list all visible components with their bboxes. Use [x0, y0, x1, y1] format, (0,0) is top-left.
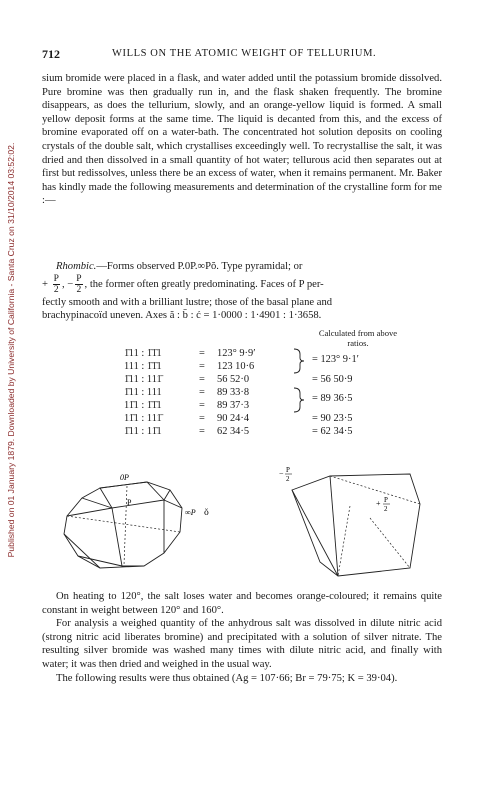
- label-plus-p-over-2: +: [376, 499, 381, 508]
- crystal-figure-right: [270, 466, 440, 581]
- svg-text:P: P: [384, 496, 388, 504]
- svg-text:2: 2: [384, 505, 388, 513]
- paragraph-heating: On heating to 120°, the salt loses water and becomes orange-coloured; it remains quite constant in weight between 120° and 160°.: [42, 591, 442, 616]
- axes-ratio: ă : b̄ : ć = 1·0000 : 1·4901 : 1·3658.: [169, 310, 322, 322]
- forms-label: Rhombic.: [56, 261, 97, 272]
- calc-value: = 62 34·5: [312, 426, 353, 437]
- page-number: 712: [42, 47, 60, 61]
- svg-text:P: P: [286, 466, 290, 474]
- paragraph-analysis: For analysis a weighed quantity of the anhydrous salt was dissolved in dilute nitric acid (strong nitric acid liberates bromine) and precipitated with a solution of silver nitrate. The resulting silver bromide was washed many times with dilute nitric acid, and finally with water; it was then dried and weighed in the usual way.: [42, 618, 442, 670]
- body-text: [42, 72, 442, 208]
- label-minus-p-over-2: −: [279, 469, 284, 478]
- brace-icon: [294, 388, 304, 412]
- crystal-top-face: [100, 482, 164, 508]
- label-0p: 0P: [120, 473, 129, 482]
- fraction-p-2-neg: $\frac{P}{2}$: [76, 273, 82, 295]
- forms-line-2: [42, 274, 442, 296]
- forms-text-1: —Forms observed P.0P.∞P: [96, 261, 211, 272]
- calc-value: = 123° 9·1′: [312, 354, 359, 365]
- lower-text: [42, 590, 442, 685]
- body-paragraph: sium bromide were placed in a flask, and water added until the potassium bromide dissolved. Pure bromine was then gradually run in, and the flask shaken frequently. The bromine disappears, as does the tellurium, slowly, and an orange-yellow liquid is formed. A small yellow deposit forms at the same time. The liquid is decanted from this, and the excess of bromine evaporated off on a water-bath. The concentrated hot solution deposits on cooling crystals of the double salt, which crystallises exceedingly well. To recrystallise the salt, it was dried and then dissolved in a small quantity of hot water; tellurous acid then separates out at first but redissolves, unless there be an excess of water, when it remains permanent. Mr. Baker has kindly made the following measurements and determination of the crystalline form for me :—: [42, 73, 442, 207]
- page-header: [42, 47, 442, 63]
- svg-text:2: 2: [286, 475, 290, 483]
- forms-line-4: brachypinacoïd uneven. Axes ă : b̄ : ć = 1·0000 : 1·4901 : 1·3658.: [42, 310, 322, 322]
- fraction-p-2: $\frac{P}{2}$: [53, 273, 59, 295]
- calculated-header: Calculated from above ratios.: [318, 328, 398, 348]
- angles-table: 1̄11 : 1̄1̄1 = 123° 9·9′ 111 : 1̄1̄1 = 123 10·6 1̄11 : 111̄ = 56 52·0 1̄11 : 111 = 89 33·8 11̄1 : 1̄1̄1 = 89 37·3 11̄1 : 111̄ = 90 24·4 1̄11 : 11̄1 = 62 34·5 = 123° 9·1′ = 56 50·9 = 89 36·5 = 90 23·5 = 62 34·5: [124, 348, 444, 448]
- crystal-figure-left: [52, 468, 222, 578]
- forms-line-1: [42, 260, 442, 274]
- brace-group: [292, 348, 306, 440]
- paragraph-results: The following results were thus obtained (Ag = 107·66; Br = 79·75; K = 39·04).: [56, 672, 398, 684]
- label-p: P: [127, 498, 132, 507]
- breve-o-icon: ŏ: [211, 261, 217, 272]
- breve-o-icon: ŏ: [204, 508, 209, 517]
- forms-text-1-end: . Type pyramidal; or: [216, 261, 303, 272]
- forms-line-3: fectly smooth and with a brilliant lustre; those of the basal plane and: [42, 296, 333, 308]
- running-head: WILLS ON THE ATOMIC WEIGHT OF TELLURIUM.: [112, 48, 377, 59]
- label-infinity-p: ∞P: [185, 508, 196, 517]
- provenance-sidebar: [2, 20, 20, 680]
- calc-value: = 56 50·9: [312, 374, 353, 385]
- calc-value: = 90 23·5: [312, 413, 353, 424]
- calc-value: = 89 36·5: [312, 393, 353, 404]
- forms-text-2: , the former often greatly predominating. Faces of P per-: [84, 278, 324, 290]
- provenance-text: Published on 01 January 1879. Downloaded by University of California - Santa Cruz on 31/10/2014 03:52:02.: [6, 142, 16, 558]
- forms-block: [42, 260, 442, 323]
- comma-minus: , −: [61, 278, 74, 290]
- brace-icon: [294, 349, 304, 373]
- plus-sign: +: [42, 278, 48, 290]
